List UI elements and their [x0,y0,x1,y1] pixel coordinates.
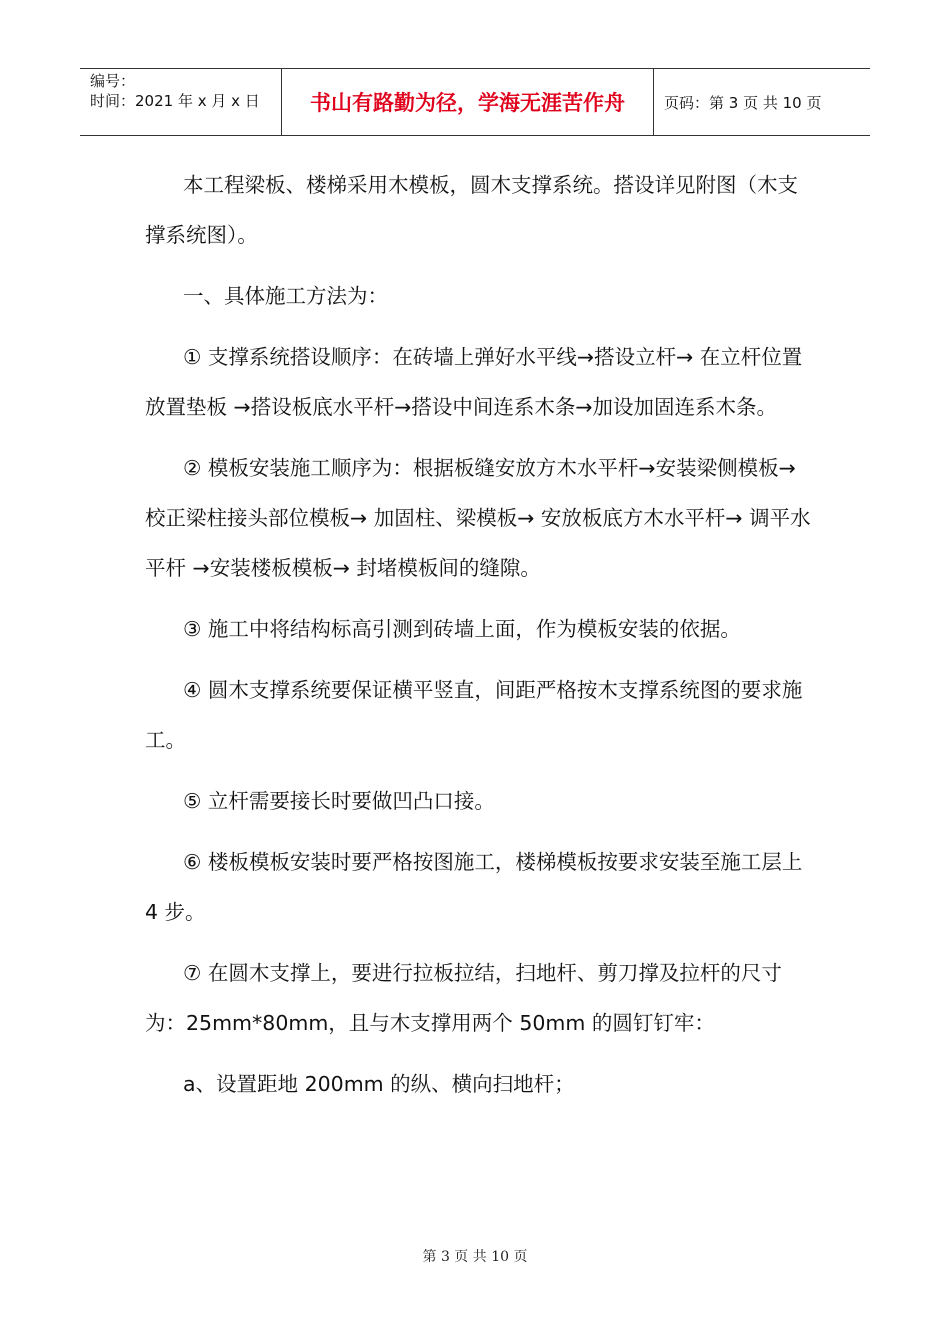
header-motto: 书山有路勤为径，学海无涯苦作舟 [282,69,654,135]
paragraph-item-a: a、设置距地 200mm 的纵、横向扫地杆； [183,1072,575,1096]
paragraph-step-4: ④ 圆木支撑系统要保证横平竖直，间距严格按木支撑系统图的要求施工。 [145,678,803,752]
paragraph-step-5: ⑤ 立杆需要接长时要做凹凸口接。 [183,789,495,813]
page-footer: 第 3 页 共 10 页 [422,1249,528,1265]
paragraph-step-1: ① 支撑系统搭设顺序：在砖墙上弹好水平线→搭设立杆→ 在立杆位置放置垫板 →搭设板底水平杆→搭设中间连系木条→加设加固连系木条。 [145,345,803,419]
paragraph-step-3: ③ 施工中将结构标高引测到砖墙上面，作为模板安装的依据。 [183,617,741,641]
paragraph-intro: 本工程梁板、楼梯采用木模板，圆木支撑系统。搭设详见附图（木支撑系统图）。 [145,173,798,247]
paragraph-step-2: ② 模板安装施工顺序为：根据板缝安放方木水平杆→安装梁侧模板→ 校正梁柱接头部位模板→ 加固柱、梁模板→ 安放板底方木水平杆→ 调平水平杆 →安装楼板模板→ 封堵模板间的缝隙。 [145,456,811,580]
date-label: 时间：2021 年 x 月 x 日 [90,92,260,110]
document-body [145,160,815,1120]
number-label: 编号： [90,72,136,90]
header-page-info: 页码：第 3 页 共 10 页 [664,93,822,112]
section-heading: 一、具体施工方法为： [183,284,388,308]
document-header [80,68,870,136]
header-meta [80,69,282,135]
paragraph-step-6: ⑥ 楼板模板安装时要严格按图施工，楼梯模板按要求安装至施工层上 4 步。 [145,850,803,924]
paragraph-step-7: ⑦ 在圆木支撑上，要进行拉板拉结，扫地杆、剪刀撑及拉杆的尺寸为：25mm*80mm，且与木支撑用两个 50mm 的圆钉钉牢： [145,961,782,1035]
